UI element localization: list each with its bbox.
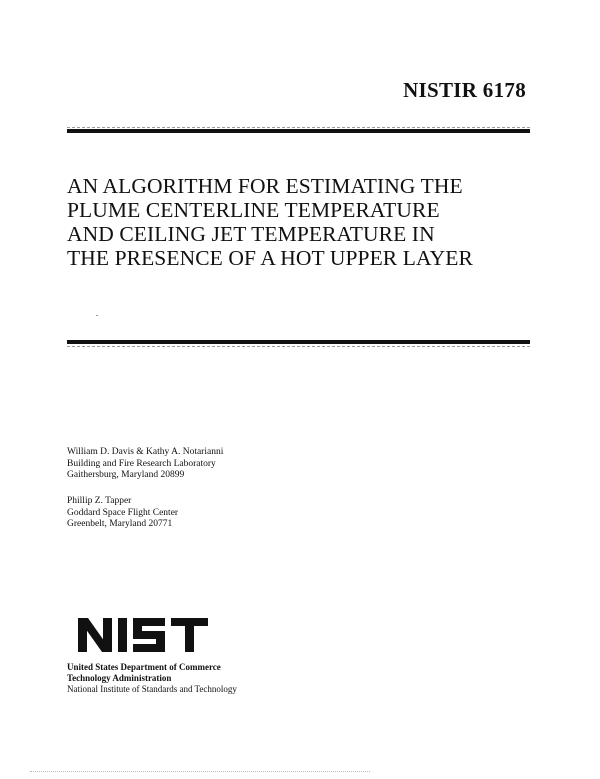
author-block-2: [67, 496, 178, 531]
agency-block: [67, 662, 237, 695]
report-number: NISTIR 6178: [403, 78, 526, 102]
document-title: [67, 174, 473, 270]
scan-speck: [96, 315, 98, 316]
author-org-2: Goddard Space Flight Center: [67, 507, 179, 518]
author-location-1: Gaithersburg, Maryland 20899: [67, 470, 185, 480]
title-line-2: PLUME CENTERLINE TEMPERATURE: [67, 198, 440, 222]
agency-department: United States Department of Commerce: [67, 662, 221, 672]
scan-footer-dots: [30, 771, 370, 773]
bottom-rule-shadow: [67, 346, 530, 348]
title-line-3: AND CEILING JET TEMPERATURE IN: [67, 222, 435, 246]
agency-institute: National Institute of Standards and Technology: [67, 684, 237, 694]
author-names-1: William D. Davis & Kathy A. Notarianni: [67, 447, 224, 457]
title-line-4: THE PRESENCE OF A HOT UPPER LAYER: [67, 246, 473, 270]
author-org-1: Building and Fire Research Laboratory: [67, 458, 216, 469]
bottom-rule: [67, 340, 530, 344]
title-line-1: AN ALGORITHM FOR ESTIMATING THE: [67, 174, 463, 198]
author-names-2: Phillip Z. Tapper: [67, 496, 132, 506]
author-location-2: Greenbelt, Maryland 20771: [67, 519, 173, 529]
top-rule: [67, 129, 530, 133]
author-block-1: [67, 447, 223, 482]
agency-administration: Technology Administration: [67, 673, 172, 683]
nist-logo-icon: [78, 618, 208, 652]
